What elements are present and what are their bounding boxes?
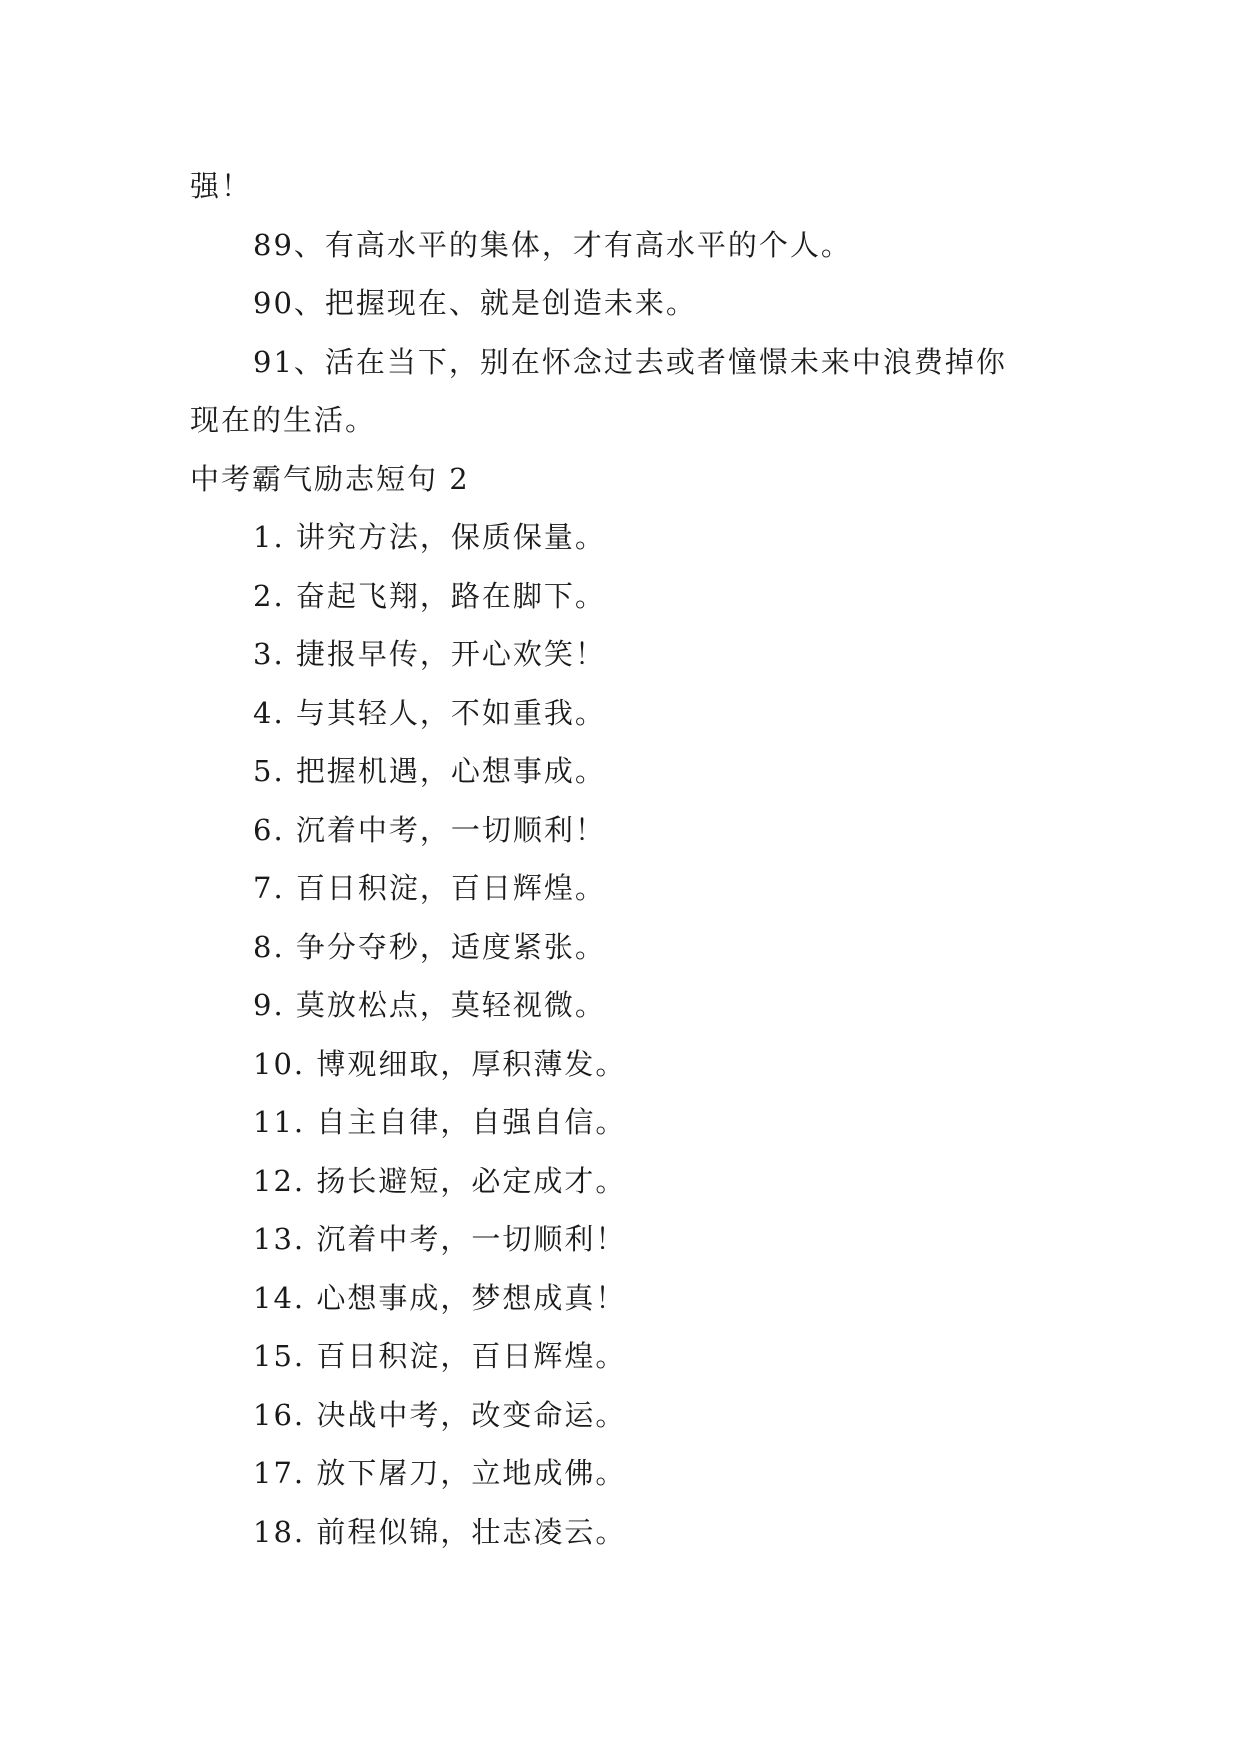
list-item: 18. 前程似锦，壮志凌云。 [253, 1514, 627, 1549]
list-item: 11. 自主自律，自强自信。 [253, 1105, 627, 1139]
paragraph-91-line-1: 91、活在当下，别在怀念过去或者憧憬未来中浪费掉你 [253, 344, 1007, 379]
list-item: 12. 扬长避短，必定成才。 [253, 1163, 627, 1198]
list-item: 14. 心想事成，梦想成真！ [253, 1280, 627, 1315]
list-item: 8. 争分夺秒，适度紧张。 [253, 929, 606, 964]
list-item: 15. 百日积淀，百日辉煌。 [253, 1339, 627, 1373]
list-item: 9. 莫放松点，莫轻视微。 [253, 988, 606, 1022]
list-item: 17. 放下屠刀，立地成佛。 [253, 1456, 627, 1490]
list-item: 6. 沉着中考，一切顺利！ [253, 812, 606, 847]
section-title: 中考霸气励志短句 2 [190, 461, 470, 496]
document-body [190, 157, 1050, 1561]
motto-list [190, 508, 1050, 1561]
paragraph-90: 90、把握现在、就是创造未来。 [253, 286, 697, 320]
list-item: 1. 讲究方法，保质保量。 [253, 520, 606, 554]
list-item: 10. 博观细取，厚积薄发。 [253, 1046, 627, 1081]
list-item: 4. 与其轻人，不如重我。 [253, 695, 606, 730]
list-item: 5. 把握机遇，心想事成。 [253, 754, 606, 788]
list-item: 7. 百日积淀，百日辉煌。 [253, 871, 606, 905]
list-item: 2. 奋起飞翔，路在脚下。 [253, 578, 606, 613]
paragraph-89: 89、有高水平的集体，才有高水平的个人。 [253, 227, 852, 262]
list-item: 16. 决战中考，改变命运。 [253, 1397, 627, 1432]
list-item: 13. 沉着中考，一切顺利！ [253, 1222, 627, 1256]
list-item: 3. 捷报早传，开心欢笑！ [253, 637, 606, 671]
continued-text: 强！ [190, 169, 253, 203]
paragraph-91-line-2: 现在的生活。 [190, 403, 377, 437]
